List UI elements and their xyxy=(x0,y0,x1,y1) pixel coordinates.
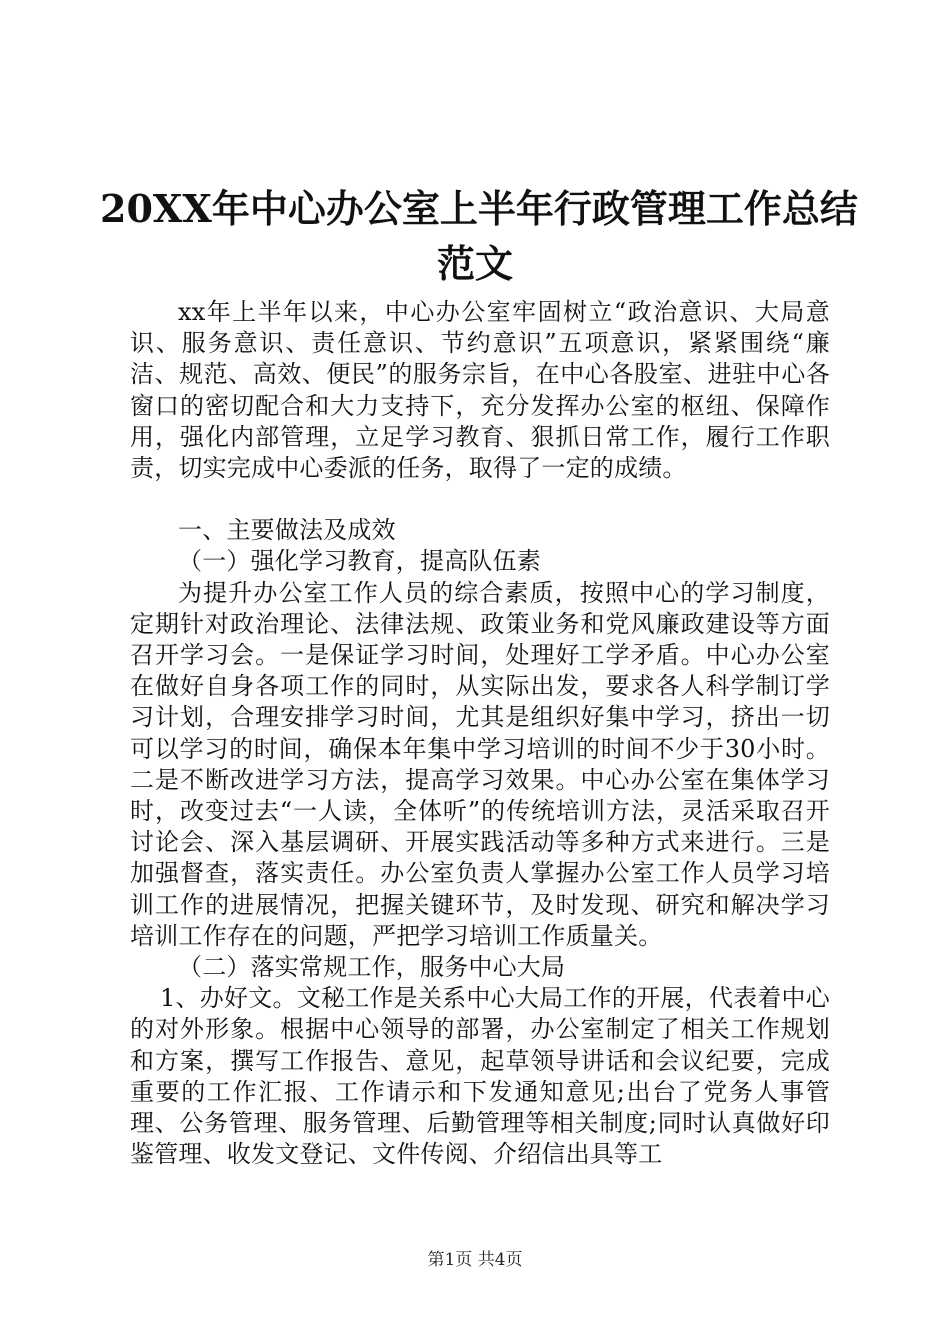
page-footer: 第1页 共4页 xyxy=(427,1250,523,1270)
subsection-heading: （二）落实常规工作，服务中心大局 xyxy=(178,953,566,982)
document-title-line1: 20XX年中心办公室上半年行政管理工作总结 xyxy=(100,186,858,231)
section-heading: 一、主要做法及成效 xyxy=(178,516,396,545)
document-body xyxy=(130,297,830,1170)
subsection-heading: （一）强化学习教育，提高队伍素 xyxy=(178,547,541,576)
subsection-paragraph: 为提升办公室工作人员的综合素质，按照中心的学习制度，定期针对政治理论、法律法规、政策业务和党风廉政建设等方面召开学习会。一是保证学习时间，处理好工学矛盾。中心办公室在做好自身各项工作的同时，从实际出发，要求各人科学制订学习计划，合理安排学习时间，尤其是组织好集中学习，挤出一切可以学习的时间，确保本年集中学习培训的时间不少于30小时。二是不断改进学习方法，提高学习效果。中心办公室在集体学习时，改变过去“一人读，全体听”的传统培训方法，灵活采取召开讨论会、深入基层调研、开展实践活动等多种方式来进行。三是加强督查，落实责任。办公室负责人掌握办公室工作人员学习培训工作的进展情况，把握关键环节，及时发现、研究和解决学习培训工作存在的问题，严把学习培训工作质量关。 xyxy=(130,578,830,950)
document-title-line2: 范文 xyxy=(436,241,513,286)
paragraph-spacer xyxy=(130,484,830,515)
intro-paragraph: xx年上半年以来，中心办公室牢固树立“政治意识、大局意识、服务意识、责任意识、节约意识”五项意识，紧紧围绕“廉洁、规范、高效、便民”的服务宗旨，在中心各股室、进驻中心各窗口的密切配合和大力支持下，充分发挥办公室的枢纽、保障作用，强化内部管理，立足学习教育、狠抓日常工作，履行工作职责，切实完成中心委派的任务，取得了一定的成绩。 xyxy=(130,298,830,483)
subsection-paragraph: 1、办好文。文秘工作是关系中心大局工作的开展，代表着中心的对外形象。根据中心领导的部署，办公室制定了相关工作规划和方案，撰写工作报告、意见，起草领导讲话和会议纪要，完成重要的工作汇报、工作请示和下发通知意见;出台了党务人事管理、公务管理、服务管理、后勤管理等相关制度;同时认真做好印鉴管理、收发文登记、文件传阅、介绍信出具等工 xyxy=(130,984,830,1169)
